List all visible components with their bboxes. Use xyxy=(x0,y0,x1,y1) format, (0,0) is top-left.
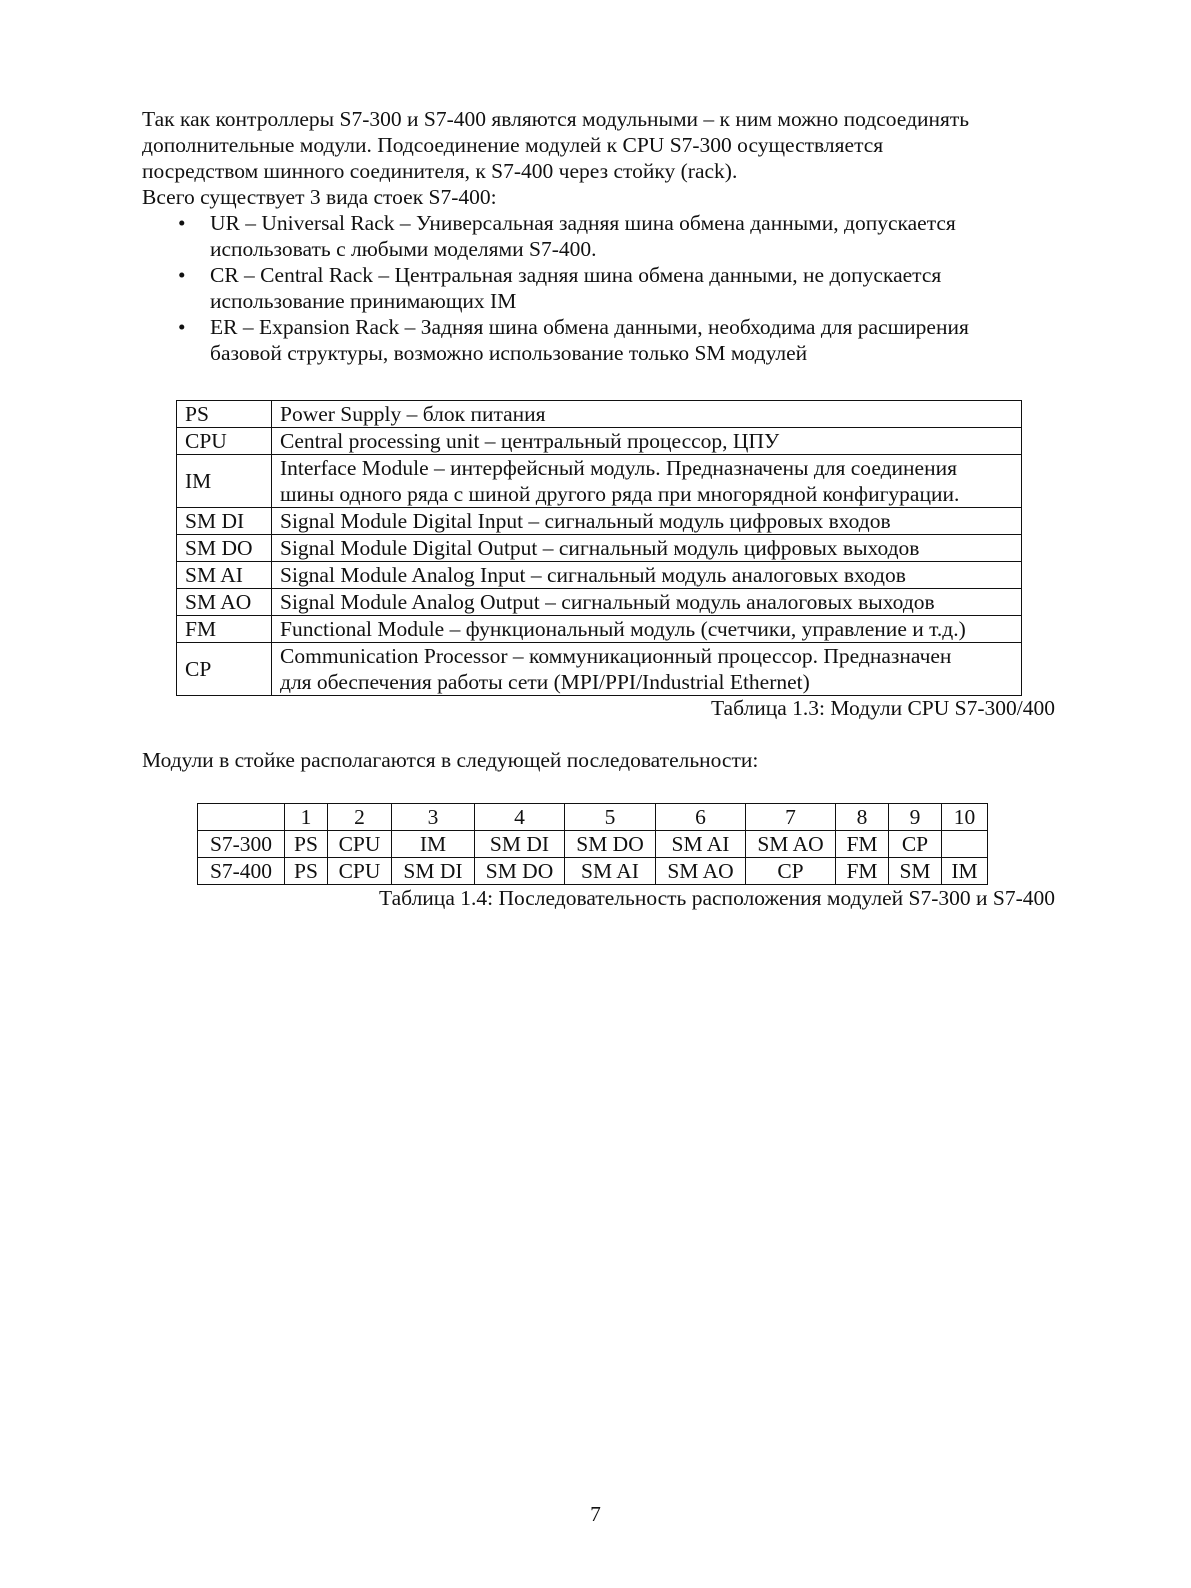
module-description-cell xyxy=(272,428,1022,455)
module-code-cell: IM xyxy=(177,455,272,508)
bullet-icon: • xyxy=(178,263,186,287)
module-description-cell xyxy=(272,589,1022,616)
rack-types-list xyxy=(142,210,1062,366)
sequence-cell: SM DO xyxy=(475,858,565,885)
intro-line: посредством шинного соединителя, к S7-400 через стойку (rack). xyxy=(142,159,738,183)
list-item-text: ER – Expansion Rack – Задняя шина обмена данными, необходима для расширения xyxy=(210,315,969,339)
sequence-cell: FM xyxy=(836,858,889,885)
module-code-cell: PS xyxy=(177,401,272,428)
module-description-line: Power Supply – блок питания xyxy=(280,402,546,426)
sequence-intro: Модули в стойке располагаются в следующей последовательности: xyxy=(142,748,759,772)
module-code-cell: SM DO xyxy=(177,535,272,562)
module-code-cell: SM AI xyxy=(177,562,272,589)
module-description-cell xyxy=(272,562,1022,589)
intro-line: дополнительные модули. Подсоединение модулей к CPU S7-300 осуществляется xyxy=(142,133,884,157)
table-caption-modules: Таблица 1.3: Модули CPU S7-300/400 xyxy=(710,696,1055,720)
sequence-header-cell: 2 xyxy=(328,804,392,831)
sequence-cell: SM DI xyxy=(475,831,565,858)
list-item xyxy=(142,210,1062,262)
sequence-header-row xyxy=(198,804,988,831)
sequence-header-cell: 7 xyxy=(746,804,836,831)
module-description-line: Signal Module Analog Output – сигнальный модуль аналоговых выходов xyxy=(280,590,935,614)
module-description-line: для обеспечения работы сети (MPI/PPI/Industrial Ethernet) xyxy=(280,670,810,694)
sequence-cell: PS xyxy=(285,831,328,858)
sequence-cell: SM DO xyxy=(565,831,656,858)
sequence-cell: SM AO xyxy=(746,831,836,858)
list-item-text: использование принимающих IM xyxy=(210,289,517,313)
module-description-line: Signal Module Digital Output – сигнальный модуль цифровых выходов xyxy=(280,536,920,560)
module-description-line: шины одного ряда с шиной другого ряда при многорядной конфигурации. xyxy=(280,482,960,506)
sequence-cell: CPU xyxy=(328,831,392,858)
module-description-line: Interface Module – интерфейсный модуль. Предназначены для соединения xyxy=(280,456,957,480)
table-row xyxy=(177,455,1022,508)
sequence-header-cell: 10 xyxy=(942,804,988,831)
intro-line: Так как контроллеры S7-300 и S7-400 являются модульными – к ним можно подсоединять xyxy=(142,107,970,131)
table-row xyxy=(198,858,988,885)
module-description-line: Signal Module Analog Input – сигнальный модуль аналоговых входов xyxy=(280,563,906,587)
table-row xyxy=(177,616,1022,643)
table-row xyxy=(177,535,1022,562)
sequence-cell: SM AI xyxy=(656,831,746,858)
bullet-icon: • xyxy=(178,211,186,235)
module-code-cell: CP xyxy=(177,643,272,696)
sequence-header-cell: 9 xyxy=(889,804,942,831)
sequence-cell: IM xyxy=(392,831,475,858)
list-item xyxy=(142,314,1062,366)
sequence-cell: CP xyxy=(746,858,836,885)
list-item-text: базовой структуры, возможно использование только SM модулей xyxy=(210,341,808,365)
module-description-cell xyxy=(272,455,1022,508)
module-description-cell xyxy=(272,508,1022,535)
module-description-cell xyxy=(272,401,1022,428)
sequence-cell: CPU xyxy=(328,858,392,885)
table-row xyxy=(177,428,1022,455)
sequence-table xyxy=(197,803,988,885)
sequence-header-cell xyxy=(198,804,285,831)
sequence-header-cell: 5 xyxy=(565,804,656,831)
sequence-cell: IM xyxy=(942,858,988,885)
module-description-line: Central processing unit – центральный процессор, ЦПУ xyxy=(280,429,780,453)
module-description-line: Communication Processor – коммуникационный процессор. Предназначен xyxy=(280,644,952,668)
modules-table xyxy=(176,400,1022,696)
sequence-header-cell: 1 xyxy=(285,804,328,831)
sequence-cell: SM AO xyxy=(656,858,746,885)
sequence-cell: SM AI xyxy=(565,858,656,885)
module-description-cell xyxy=(272,535,1022,562)
module-code-cell: SM AO xyxy=(177,589,272,616)
list-item-text: UR – Universal Rack – Универсальная задняя шина обмена данными, допускается xyxy=(210,211,956,235)
bullet-icon: • xyxy=(178,315,186,339)
sequence-cell: S7-400 xyxy=(198,858,285,885)
sequence-header-cell: 3 xyxy=(392,804,475,831)
module-code-cell: SM DI xyxy=(177,508,272,535)
table-row xyxy=(177,643,1022,696)
sequence-header-cell: 4 xyxy=(475,804,565,831)
module-code-cell: CPU xyxy=(177,428,272,455)
sequence-cell: CP xyxy=(889,831,942,858)
sequence-cell xyxy=(942,831,988,858)
module-code-cell: FM xyxy=(177,616,272,643)
page-number: 7 xyxy=(590,1502,601,1526)
sequence-cell: SM DI xyxy=(392,858,475,885)
list-item-text: CR – Central Rack – Центральная задняя шина обмена данными, не допускается xyxy=(210,263,942,287)
table-row xyxy=(177,401,1022,428)
sequence-header-cell: 6 xyxy=(656,804,746,831)
intro-line: Всего существует 3 вида стоек S7-400: xyxy=(142,185,497,209)
sequence-cell: SM xyxy=(889,858,942,885)
sequence-cell: PS xyxy=(285,858,328,885)
sequence-cell: S7-300 xyxy=(198,831,285,858)
module-description-line: Signal Module Digital Input – сигнальный модуль цифровых входов xyxy=(280,509,891,533)
list-item xyxy=(142,262,1062,314)
module-description-cell xyxy=(272,616,1022,643)
table-row xyxy=(177,562,1022,589)
list-item-text: использовать с любыми моделями S7-400. xyxy=(210,237,597,261)
table-row xyxy=(198,831,988,858)
intro-section xyxy=(142,106,1062,366)
table-caption-sequence: Таблица 1.4: Последовательность расположения модулей S7-300 и S7-400 xyxy=(379,886,1055,910)
sequence-header-cell: 8 xyxy=(836,804,889,831)
table-row xyxy=(177,508,1022,535)
sequence-cell: FM xyxy=(836,831,889,858)
module-description-line: Functional Module – функциональный модуль (счетчики, управление и т.д.) xyxy=(280,617,966,641)
table-row xyxy=(177,589,1022,616)
module-description-cell xyxy=(272,643,1022,696)
